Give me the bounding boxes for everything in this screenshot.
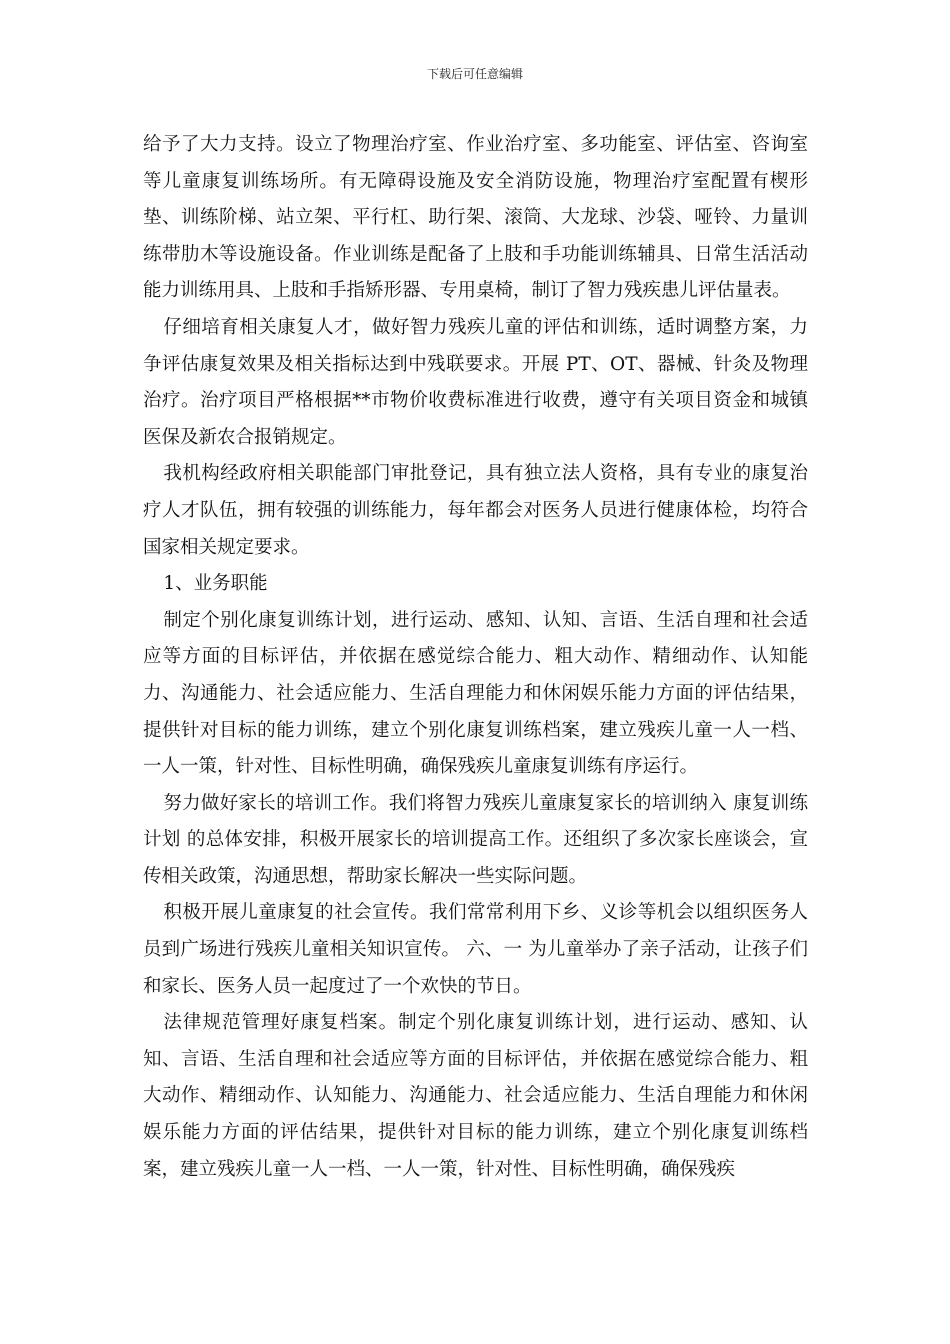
paragraph-social-promotion: 积极开展儿童康复的社会宣传。我们常常利用下乡、义诊等机会以组织医务人员到广场进行残疾儿童相关知识宣传。 六、一 为儿童举办了亲子活动，让孩子们和家长、医务人员一起度过了一个欢快的节日。 (143, 902, 808, 997)
paragraph-facilities: 给予了大力支持。设立了物理治疗室、作业治疗室、多功能室、评估室、咨询室等儿童康复训练场所。有无障碍设施及安全消防设施，物理治疗室配置有楔形垫、训练阶梯、站立架、平行杠、助行架、滚筒、大龙球、沙袋、哑铃、力量训练带肋木等设施设备。作业训练是配备了上肢和手功能训练辅具、日常生活活动能力训练用具、上肢和手指矫形器、专用桌椅，制订了智力残疾患儿评估量表。 (143, 134, 808, 302)
paragraph-individual-plan: 制定个别化康复训练计划，进行运动、感知、认知、言语、生活自理和社会适应等方面的目标评估，并依据在感觉综合能力、粗大动作、精细动作、认知能力、沟通能力、社会适应能力、生活自理能力和休闲娱乐能力方面的评估结果，提供针对目标的能力训练，建立个别化康复训练档案，建立残疾儿童一人一档、一人一策，针对性、目标性明确，确保残疾儿童康复训练有序运行。 (143, 609, 808, 778)
paragraph-talent-training: 仔细培育相关康复人才，做好智力残疾儿童的评估和训练，适时调整方案，力争评估康复效果及相关指标达到中残联要求。开展 PT、OT、器械、针灸及物理治疗。治疗项目严格根据**市物价收费标准进行收费，遵守有关项目资金和城镇医保及新农合报销规定。 (143, 316, 808, 448)
page-header: 下载后可任意编辑 (426, 67, 523, 81)
paragraph-archive-management: 法律规范管理好康复档案。制定个别化康复训练计划，进行运动、感知、认知、言语、生活自理和社会适应等方面的目标评估，并依据在感觉综合能力、粗大动作、精细动作、认知能力、沟通能力、社会适应能力、生活自理能力和休闲娱乐能力方面的评估结果，提供针对目标的能力训练，建立个别化康复训练档案，建立残疾儿童一人一档、一人一策，针对性、目标性明确，确保残疾 (143, 1012, 808, 1180)
document-body (143, 127, 808, 1188)
paragraph-institution-qualification: 我机构经政府相关职能部门审批登记，具有独立法人资格，具有专业的康复治疗人才队伍，拥有较强的训练能力，每年都会对医务人员进行健康体检，均符合国家相关规定要求。 (143, 463, 808, 558)
section-heading-business-functions: 1、业务职能 (163, 573, 268, 595)
paragraph-parent-training: 努力做好家长的培训工作。我们将智力残疾儿童康复家长的培训纳入 康复训练计划 的总体安排，积极开展家长的培训提高工作。还组织了多次家长座谈会，宣传相关政策，沟通思想，帮助家长解决一些实际问题。 (143, 792, 808, 887)
